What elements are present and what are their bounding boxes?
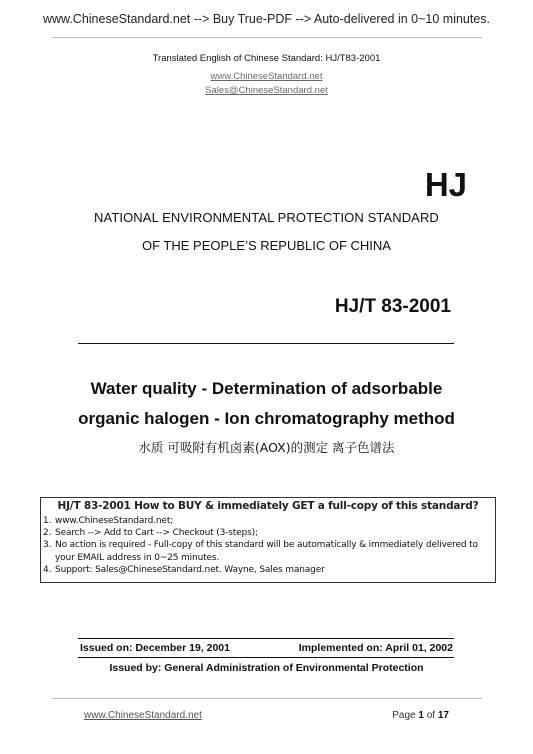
implemented-date: Implemented on: April 01, 2002 <box>298 642 453 654</box>
page-prefix: Page <box>392 710 419 721</box>
step-number: 1. <box>43 516 52 526</box>
list-item <box>43 539 478 551</box>
site-link[interactable]: www.ChineseStandard.net <box>210 71 323 82</box>
list-item <box>43 527 478 539</box>
standard-prefix: HJ <box>424 166 467 203</box>
page-indicator <box>392 710 449 721</box>
step-text: No action is required - Full-copy of this standard will be automatically & immediately delivered to <box>55 540 478 551</box>
translated-notice: Translated English of Chinese Standard: HJ/T83-2001 <box>152 53 381 64</box>
buy-instructions-box <box>40 497 496 583</box>
step-number <box>43 552 55 564</box>
list-item <box>43 515 478 527</box>
step-text: Support: Sales@ChineseStandard.net. Wayne, Sales manager <box>55 564 325 575</box>
footer-divider <box>52 698 482 699</box>
buy-heading: HJ/T 83-2001 How to BUY & immediately GET a full-copy of this standard? <box>57 500 479 512</box>
list-item <box>43 552 478 564</box>
title-chinese: 水质 可吸附有机卤素(AOX)的测定 离子色谱法 <box>138 440 395 455</box>
buy-steps-list <box>43 515 478 576</box>
issuing-authority: Issued by: General Administration of Environmental Protection <box>109 662 424 674</box>
code-divider <box>78 343 454 344</box>
standard-type-line2: OF THE PEOPLE’S REPUBLIC OF CHINA <box>142 238 391 253</box>
email-link[interactable]: Sales@ChineseStandard.net <box>205 85 328 96</box>
step-text[interactable]: www.ChineseStandard.net; <box>55 516 174 526</box>
title-line2: organic halogen - Ion chromatography method <box>78 409 455 428</box>
header-divider <box>52 37 482 38</box>
step-number: 3. <box>43 540 52 551</box>
top-banner[interactable]: www.ChineseStandard.net --> Buy True-PDF --> Auto-delivered in 0~10 minutes. <box>42 12 491 26</box>
issue-divider-top <box>78 638 454 639</box>
step-text: Search --> Add to Cart --> Checkout (3-steps); <box>55 528 258 539</box>
page-of: of <box>423 710 438 721</box>
issue-divider-bottom <box>78 657 454 658</box>
title-line1: Water quality - Determination of adsorbable <box>90 379 443 398</box>
step-text: your EMAIL address in 0~25 minutes. <box>55 552 220 563</box>
step-number: 2. <box>43 528 52 539</box>
standard-type-line1: NATIONAL ENVIRONMENTAL PROTECTION STANDARD <box>94 210 439 225</box>
standard-code: HJ/T 83-2001 <box>334 296 451 317</box>
page-total: 17 <box>437 710 449 721</box>
issued-date: Issued on: December 19, 2001 <box>80 642 230 654</box>
list-item <box>43 564 478 576</box>
footer-site-link[interactable]: www.ChineseStandard.net <box>84 710 202 721</box>
page-current: 1 <box>418 710 424 721</box>
step-number: 4. <box>43 564 52 575</box>
